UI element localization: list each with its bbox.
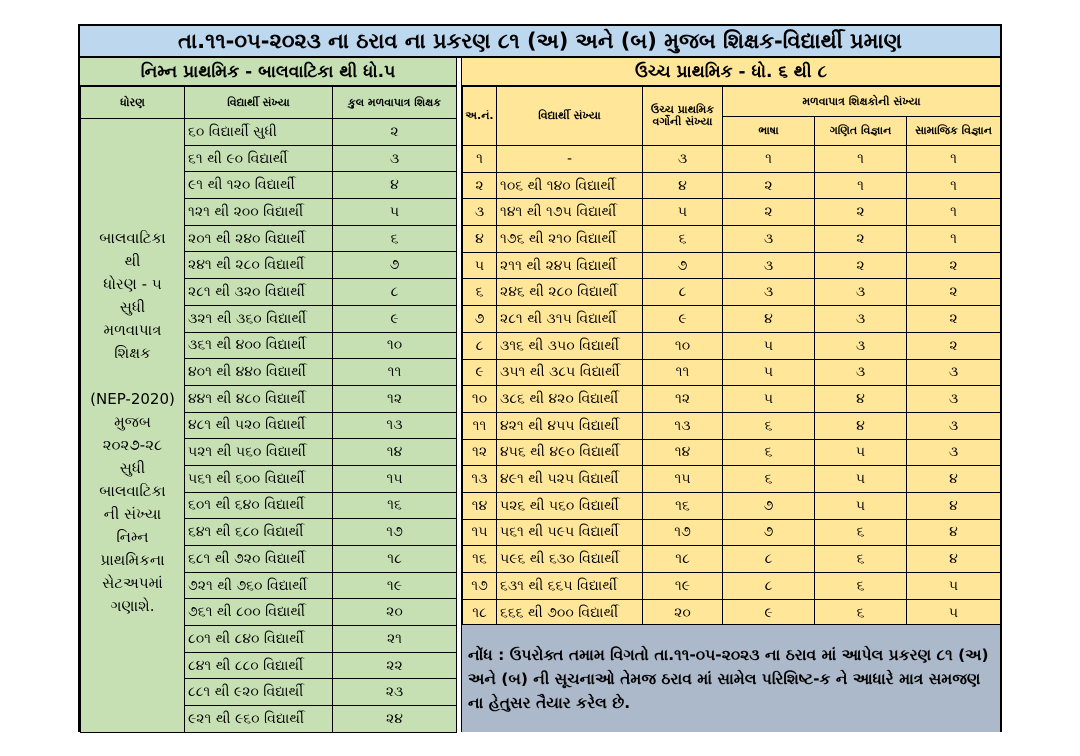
social-science-teachers-cell: ૨ — [907, 306, 1001, 333]
upper-primary-rows — [463, 146, 1001, 626]
serial-cell: ૧૨ — [463, 439, 497, 466]
student-count-cell: ૧૦૬ થી ૧૪૦ વિદ્યાર્થી — [497, 172, 643, 199]
social-science-teachers-cell: ૩ — [907, 359, 1001, 386]
math-science-teachers-cell: ૬ — [815, 573, 907, 600]
social-science-teachers-cell: ૧ — [907, 226, 1001, 253]
language-teachers-cell: ૧ — [723, 146, 815, 173]
teacher-count-cell: ૧૧ — [333, 359, 457, 386]
math-science-teachers-cell: ૪ — [815, 412, 907, 439]
standard-range-line: સુધી — [119, 459, 146, 477]
table-header-row — [81, 87, 457, 119]
standard-range-line: (NEP-2020) — [90, 390, 175, 408]
teacher-count-cell: ૧૪ — [333, 439, 457, 466]
class-count-cell: ૧૬ — [643, 492, 723, 519]
math-science-teachers-cell: ૩ — [815, 359, 907, 386]
language-teachers-cell: ૮ — [723, 573, 815, 600]
standard-range-line: નિમ્ન — [116, 528, 149, 546]
math-science-teachers-cell: ૬ — [815, 599, 907, 626]
student-count-cell: ૪૪૧ થી ૪૮૦ વિદ્યાર્થી — [185, 385, 333, 412]
social-science-teachers-cell: ૧ — [907, 146, 1001, 173]
social-science-teachers-cell: ૨ — [907, 252, 1001, 279]
serial-cell: ૨ — [463, 172, 497, 199]
lower-primary-table — [80, 86, 457, 733]
math-science-teachers-cell: ૫ — [815, 492, 907, 519]
student-count-cell: ૩૧૬ થી ૩૫૦ વિદ્યાર્થી — [497, 332, 643, 359]
table-row — [463, 252, 1001, 279]
social-science-teachers-cell: ૨ — [907, 332, 1001, 359]
student-count-cell: ૩૬૧ થી ૪૦૦ વિદ્યાર્થી — [185, 332, 333, 359]
table-row — [463, 492, 1001, 519]
student-count-cell: ૯૨૧ થી ૯૬૦ વિદ્યાર્થી — [185, 706, 333, 733]
teacher-count-cell: ૨૧ — [333, 626, 457, 653]
student-count-cell: ૬૦ વિદ્યાર્થી સુધી — [185, 119, 333, 146]
math-science-teachers-cell: ૩ — [815, 332, 907, 359]
table-row — [463, 306, 1001, 333]
serial-cell: ૮ — [463, 332, 497, 359]
teacher-count-cell: ૮ — [333, 279, 457, 306]
table-row — [463, 359, 1001, 386]
student-count-cell: ૮૪૧ થી ૮૮૦ વિદ્યાર્થી — [185, 652, 333, 679]
student-count-cell: ૧૪૧ થી ૧૭૫ વિદ્યાર્થી — [497, 199, 643, 226]
student-count-cell: ૬૬૬ થી ૭૦૦ વિદ્યાર્થી — [497, 599, 643, 626]
student-count-cell: ૩૫૧ થી ૩૮૫ વિદ્યાર્થી — [497, 359, 643, 386]
student-count-cell: ૨૪૧ થી ૨૮૦ વિદ્યાર્થી — [185, 252, 333, 279]
language-teachers-cell: ૩ — [723, 279, 815, 306]
class-count-cell: ૧૭ — [643, 519, 723, 546]
student-count-cell: ૭૬૧ થી ૮૦૦ વિદ્યાર્થી — [185, 599, 333, 626]
column-header-student-count: વિદ્યાર્થી સંખ્યા — [185, 87, 333, 119]
student-count-cell: ૧૭૬ થી ૨૧૦ વિદ્યાર્થી — [497, 226, 643, 253]
student-count-cell: ૪૫૬ થી ૪૯૦ વિદ્યાર્થી — [497, 439, 643, 466]
student-count-cell: - — [497, 146, 643, 173]
standard-range-line: સેટઅપમાં — [102, 574, 163, 592]
social-science-teachers-cell: ૪ — [907, 519, 1001, 546]
math-science-teachers-cell: ૨ — [815, 199, 907, 226]
math-science-teachers-cell: ૪ — [815, 386, 907, 413]
student-count-cell: ૧૨૧ થી ૨૦૦ વિદ્યાર્થી — [185, 199, 333, 226]
social-science-teachers-cell: ૫ — [907, 573, 1001, 600]
standard-range-line: ગણાશે. — [110, 597, 155, 615]
class-count-cell: ૭ — [643, 252, 723, 279]
table-row — [463, 466, 1001, 493]
footnote: નોંધ : ઉપરોક્ત તમામ વિગતો તા.૧૧-૦૫-૨૦૨૩ ના ઠરાવ માં આપેલ પ્રકરણ ૮૧ (અ) અને (બ) ની સૂચનાઓ તેમજ ઠરાવ માં સામેલ પરિશિષ્ટ-ક ને આધારે માત્ર સમજણ ના હેતુસર તૈયાર કરેલ છે. — [462, 624, 1000, 732]
class-count-cell: ૧૫ — [643, 466, 723, 493]
math-science-teachers-cell: ૫ — [815, 466, 907, 493]
table-row — [463, 439, 1001, 466]
teacher-count-cell: ૨ — [333, 119, 457, 146]
serial-cell: ૧૪ — [463, 492, 497, 519]
standard-range-line: મુજબ — [114, 413, 151, 431]
math-science-teachers-cell: ૨ — [815, 252, 907, 279]
serial-cell: ૯ — [463, 359, 497, 386]
class-count-cell: ૩ — [643, 146, 723, 173]
class-count-cell: ૨૦ — [643, 599, 723, 626]
language-teachers-cell: ૬ — [723, 439, 815, 466]
table-row — [463, 332, 1001, 359]
standard-range-line: મળવાપાત્ર — [103, 321, 162, 339]
language-teachers-cell: ૯ — [723, 599, 815, 626]
standard-range-line: ૨૦૨૭-૨૮ — [102, 436, 163, 454]
social-science-teachers-cell: ૩ — [907, 412, 1001, 439]
table-row — [463, 386, 1001, 413]
table-header-row — [463, 87, 1001, 117]
column-header-social-science: સામાજિક વિજ્ઞાન — [907, 117, 1001, 146]
student-count-cell: ૯૧ થી ૧૨૦ વિદ્યાર્થી — [185, 172, 333, 199]
teacher-count-cell: ૧૯ — [333, 572, 457, 599]
student-count-cell: ૨૮૧ થી ૩૨૦ વિદ્યાર્થી — [185, 279, 333, 306]
social-science-teachers-cell: ૫ — [907, 599, 1001, 626]
student-count-cell: ૨૦૧ થી ૨૪૦ વિદ્યાર્થી — [185, 225, 333, 252]
student-count-cell: ૬૦૧ થી ૬૪૦ વિદ્યાર્થી — [185, 492, 333, 519]
math-science-teachers-cell: ૧ — [815, 146, 907, 173]
serial-cell: ૭ — [463, 306, 497, 333]
student-count-cell: ૫૬૧ થી ૬૦૦ વિદ્યાર્થી — [185, 465, 333, 492]
student-count-cell: ૩૨૧ થી ૩૬૦ વિદ્યાર્થી — [185, 305, 333, 332]
standard-range-line — [81, 365, 184, 388]
student-count-cell: ૫૨૬ થી ૫૬૦ વિદ્યાર્થી — [497, 492, 643, 519]
student-count-cell: ૨૪૬ થી ૨૮૦ વિદ્યાર્થી — [497, 279, 643, 306]
class-count-cell: ૧૦ — [643, 332, 723, 359]
teacher-count-cell: ૧૫ — [333, 465, 457, 492]
table-row — [463, 412, 1001, 439]
student-count-cell: ૬૪૧ થી ૬૮૦ વિદ્યાર્થી — [185, 519, 333, 546]
social-science-teachers-cell: ૧ — [907, 172, 1001, 199]
social-science-teachers-cell: ૪ — [907, 492, 1001, 519]
table-row — [463, 172, 1001, 199]
language-teachers-cell: ૨ — [723, 199, 815, 226]
column-header-eligible-teachers: મળવાપાત્ર શિક્ષકોની સંખ્યા — [723, 87, 1001, 117]
serial-cell: ૧ — [463, 146, 497, 173]
language-teachers-cell: ૫ — [723, 332, 815, 359]
standard-range-line: થી — [124, 252, 141, 270]
serial-cell: ૧૬ — [463, 546, 497, 573]
serial-cell: ૫ — [463, 252, 497, 279]
table-row — [463, 279, 1001, 306]
language-teachers-cell: ૩ — [723, 226, 815, 253]
upper-primary-table — [462, 86, 1001, 626]
student-count-cell: ૪૮૧ થી ૫૨૦ વિદ્યાર્થી — [185, 412, 333, 439]
class-count-cell: ૧૧ — [643, 359, 723, 386]
language-teachers-cell: ૭ — [723, 492, 815, 519]
social-science-teachers-cell: ૩ — [907, 386, 1001, 413]
serial-cell: ૧૦ — [463, 386, 497, 413]
class-count-cell: ૫ — [643, 199, 723, 226]
table-row — [463, 599, 1001, 626]
math-science-teachers-cell: ૬ — [815, 519, 907, 546]
serial-cell: ૧૮ — [463, 599, 497, 626]
social-science-teachers-cell: ૨ — [907, 279, 1001, 306]
student-count-cell: ૪૦૧ થી ૪૪૦ વિદ્યાર્થી — [185, 359, 333, 386]
student-count-cell: ૫૯૬ થી ૬૩૦ વિદ્યાર્થી — [497, 546, 643, 573]
serial-cell: ૧૧ — [463, 412, 497, 439]
teacher-count-cell: ૫ — [333, 199, 457, 226]
student-count-cell: ૫૨૧ થી ૫૬૦ વિદ્યાર્થી — [185, 439, 333, 466]
column-header-serial: અ.નં. — [463, 87, 497, 146]
teacher-count-cell: ૨૨ — [333, 652, 457, 679]
language-teachers-cell: ૨ — [723, 172, 815, 199]
standard-range-line: પ્રાથમિકના — [100, 551, 165, 569]
class-count-cell: ૯ — [643, 306, 723, 333]
language-teachers-cell: ૩ — [723, 252, 815, 279]
table-row — [463, 146, 1001, 173]
teacher-count-cell: ૭ — [333, 252, 457, 279]
math-science-teachers-cell: ૩ — [815, 279, 907, 306]
serial-cell: ૬ — [463, 279, 497, 306]
teacher-count-cell: ૪ — [333, 172, 457, 199]
student-count-cell: ૬૩૧ થી ૬૬૫ વિદ્યાર્થી — [497, 573, 643, 600]
language-teachers-cell: ૬ — [723, 412, 815, 439]
class-count-cell: ૪ — [643, 172, 723, 199]
student-count-cell: ૩૮૬ થી ૪૨૦ વિદ્યાર્થી — [497, 386, 643, 413]
student-count-cell: ૪૯૧ થી ૫૨૫ વિદ્યાર્થી — [497, 466, 643, 493]
class-count-cell: ૮ — [643, 279, 723, 306]
column-header-student-count: વિદ્યાર્થી સંખ્યા — [497, 87, 643, 146]
class-count-cell: ૬ — [643, 226, 723, 253]
teacher-count-cell: ૧૩ — [333, 412, 457, 439]
upper-primary-heading: ઉચ્ચ પ્રાથમિક - ધો. ૬ થી ૮ — [462, 58, 1000, 86]
student-count-cell: ૨૧૧ થી ૨૪૫ વિદ્યાર્થી — [497, 252, 643, 279]
serial-cell: ૪ — [463, 226, 497, 253]
language-teachers-cell: ૬ — [723, 466, 815, 493]
teacher-count-cell: ૧૦ — [333, 332, 457, 359]
social-science-teachers-cell: ૩ — [907, 439, 1001, 466]
page-title: તા.૧૧-૦૫-૨૦૨૩ ના ઠરાવ ના પ્રકરણ ૮૧ (અ) અને (બ) મુજબ શિક્ષક-વિદ્યાર્થી પ્રમાણ — [80, 26, 1000, 58]
standard-range-line: શિક્ષક — [114, 344, 151, 362]
class-count-cell: ૧૮ — [643, 546, 723, 573]
standard-range-line: સુધી — [119, 298, 146, 316]
standard-range-line: બાલવાટિકા — [99, 482, 166, 500]
class-count-cell: ૧૩ — [643, 412, 723, 439]
language-teachers-cell: ૮ — [723, 546, 815, 573]
teacher-count-cell: ૯ — [333, 305, 457, 332]
column-header-total-teachers: કુલ મળવાપાત્ર શિક્ષક — [333, 87, 457, 119]
serial-cell: ૧૩ — [463, 466, 497, 493]
table-row — [463, 546, 1001, 573]
class-count-cell: ૧૨ — [643, 386, 723, 413]
student-count-cell: ૮૮૧ થી ૯૨૦ વિદ્યાર્થી — [185, 679, 333, 706]
table-row — [81, 119, 457, 146]
column-header-standard: ધોરણ — [81, 87, 185, 119]
student-count-cell: ૨૮૧ થી ૩૧૫ વિદ્યાર્થી — [497, 306, 643, 333]
column-header-language: ભાષા — [723, 117, 815, 146]
lower-primary-heading: નિમ્ન પ્રાથમિક - બાલવાટિકા થી ધો.૫ — [80, 58, 456, 86]
standard-range-line: બાલવાટિકા — [99, 229, 166, 247]
social-science-teachers-cell: ૪ — [907, 546, 1001, 573]
math-science-teachers-cell: ૨ — [815, 226, 907, 253]
table-row — [463, 199, 1001, 226]
column-header-math-science: ગણિત વિજ્ઞાન — [815, 117, 907, 146]
class-count-cell: ૧૪ — [643, 439, 723, 466]
teacher-count-cell: ૨૪ — [333, 706, 457, 733]
standard-range-line: ની સંખ્યા — [103, 505, 162, 523]
serial-cell: ૩ — [463, 199, 497, 226]
document-frame — [78, 24, 1002, 732]
student-count-cell: ૬૧ થી ૯૦ વિદ્યાર્થી — [185, 145, 333, 172]
table-row — [463, 519, 1001, 546]
math-science-teachers-cell: ૧ — [815, 172, 907, 199]
language-teachers-cell: ૫ — [723, 386, 815, 413]
standard-range-line: ધોરણ - ૫ — [103, 275, 162, 293]
teacher-count-cell: ૨૦ — [333, 599, 457, 626]
serial-cell: ૧૭ — [463, 573, 497, 600]
student-count-cell: ૮૦૧ થી ૮૪૦ વિદ્યાર્થી — [185, 626, 333, 653]
teacher-count-cell: ૨૩ — [333, 679, 457, 706]
student-count-cell: ૫૬૧ થી ૫૯૫ વિદ્યાર્થી — [497, 519, 643, 546]
teacher-count-cell: ૧૨ — [333, 385, 457, 412]
math-science-teachers-cell: ૩ — [815, 306, 907, 333]
teacher-count-cell: ૬ — [333, 225, 457, 252]
lower-primary-rows — [81, 119, 457, 733]
student-count-cell: ૪૨૧ થી ૪૫૫ વિદ્યાર્થી — [497, 412, 643, 439]
table-row — [463, 573, 1001, 600]
language-teachers-cell: ૪ — [723, 306, 815, 333]
social-science-teachers-cell: ૧ — [907, 199, 1001, 226]
teacher-count-cell: ૧૮ — [333, 546, 457, 573]
table-row — [463, 226, 1001, 253]
class-count-cell: ૧૯ — [643, 573, 723, 600]
student-count-cell: ૭૨૧ થી ૭૬૦ વિદ્યાર્થી — [185, 572, 333, 599]
teacher-count-cell: ૧૭ — [333, 519, 457, 546]
student-count-cell: ૬૮૧ થી ૭૨૦ વિદ્યાર્થી — [185, 546, 333, 573]
language-teachers-cell: ૫ — [723, 359, 815, 386]
teacher-count-cell: ૧૬ — [333, 492, 457, 519]
social-science-teachers-cell: ૪ — [907, 466, 1001, 493]
math-science-teachers-cell: ૫ — [815, 439, 907, 466]
teacher-count-cell: ૩ — [333, 145, 457, 172]
serial-cell: ૧૫ — [463, 519, 497, 546]
standard-range-cell — [81, 119, 185, 733]
language-teachers-cell: ૭ — [723, 519, 815, 546]
math-science-teachers-cell: ૬ — [815, 546, 907, 573]
column-header-class-count: ઉચ્ચ પ્રાથમિક વર્ગોની સંખ્યા — [643, 87, 723, 146]
